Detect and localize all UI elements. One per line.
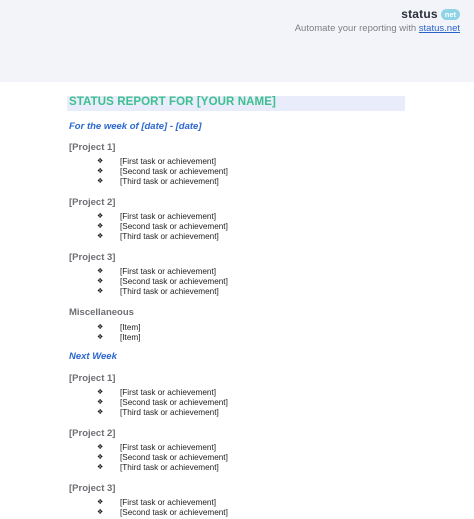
task-text: [First task or achievement] (120, 211, 217, 221)
task-text: [Second task or achievement] (120, 221, 228, 231)
task-text: [First task or achievement] (120, 266, 217, 276)
bullet-icon: ❖ (97, 233, 104, 240)
project-heading: [Project 2] (69, 428, 116, 439)
misc-list (96, 322, 140, 342)
next-week-label: Next Week (69, 351, 117, 362)
bullet-icon: ❖ (97, 288, 104, 295)
list-item (96, 156, 228, 166)
tagline (295, 23, 460, 34)
bullet-icon: ❖ (97, 213, 104, 220)
task-text: [Second task or achievement] (120, 397, 228, 407)
project-heading: [Project 1] (69, 373, 116, 384)
task-list (96, 387, 228, 417)
task-text: [Second task or achievement] (120, 276, 228, 286)
misc-heading: Miscellaneous (69, 307, 134, 318)
task-text: [Third task or achievement] (120, 407, 219, 417)
list-item (96, 452, 228, 462)
bullet-icon: ❖ (97, 454, 104, 461)
bullet-icon: ❖ (97, 409, 104, 416)
task-text: [First task or achievement] (120, 387, 217, 397)
project-heading: [Project 3] (69, 483, 116, 494)
list-item (96, 211, 228, 221)
task-list (96, 266, 228, 296)
bullet-icon: ❖ (97, 178, 104, 185)
list-item (96, 507, 228, 517)
list-item (96, 387, 228, 397)
task-list (96, 497, 228, 517)
bullet-icon: ❖ (97, 278, 104, 285)
bullet-icon: ❖ (97, 334, 104, 341)
task-text: [Second task or achievement] (120, 452, 228, 462)
bullet-icon: ❖ (97, 509, 104, 516)
brand-badge: net (441, 9, 460, 20)
list-item (96, 407, 228, 417)
list-item (96, 442, 228, 452)
list-item (96, 497, 228, 507)
list-item (96, 221, 228, 231)
task-text: [First task or achievement] (120, 497, 217, 507)
bullet-icon: ❖ (97, 158, 104, 165)
project-heading: [Project 1] (69, 142, 116, 153)
brand-name: status (401, 7, 438, 21)
brand-logo[interactable] (401, 7, 460, 21)
list-item (96, 286, 228, 296)
list-item (96, 276, 228, 286)
bullet-icon: ❖ (97, 399, 104, 406)
list-item (96, 266, 228, 276)
task-text: [Second task or achievement] (120, 507, 228, 517)
bullet-icon: ❖ (97, 223, 104, 230)
list-item (96, 322, 140, 332)
task-text: [Third task or achievement] (120, 176, 219, 186)
list-item (96, 332, 140, 342)
item-text: [Item] (120, 322, 141, 332)
bullet-icon: ❖ (97, 389, 104, 396)
project-heading: [Project 2] (69, 197, 116, 208)
task-list (96, 442, 228, 472)
task-text: [Third task or achievement] (120, 286, 219, 296)
bullet-icon: ❖ (97, 444, 104, 451)
bullet-icon: ❖ (97, 464, 104, 471)
report-title: STATUS REPORT FOR [YOUR NAME] (69, 96, 276, 108)
list-item (96, 176, 228, 186)
list-item (96, 231, 228, 241)
item-text: [Item] (120, 332, 141, 342)
project-heading: [Project 3] (69, 252, 116, 263)
status-net-link[interactable]: status.net (418, 23, 460, 34)
list-item (96, 166, 228, 176)
task-text: [First task or achievement] (120, 156, 217, 166)
task-text: [Third task or achievement] (120, 462, 219, 472)
task-text: [Third task or achievement] (120, 231, 219, 241)
task-text: [Second task or achievement] (120, 166, 228, 176)
bullet-icon: ❖ (97, 499, 104, 506)
task-list (96, 211, 228, 241)
tagline-text: Automate your reporting with (294, 23, 419, 34)
bullet-icon: ❖ (97, 324, 104, 331)
task-list (96, 156, 228, 186)
bullet-icon: ❖ (97, 268, 104, 275)
list-item (96, 462, 228, 472)
list-item (96, 397, 228, 407)
this-week-label: For the week of [date] - [date] (69, 121, 202, 132)
task-text: [First task or achievement] (120, 442, 217, 452)
bullet-icon: ❖ (97, 168, 104, 175)
